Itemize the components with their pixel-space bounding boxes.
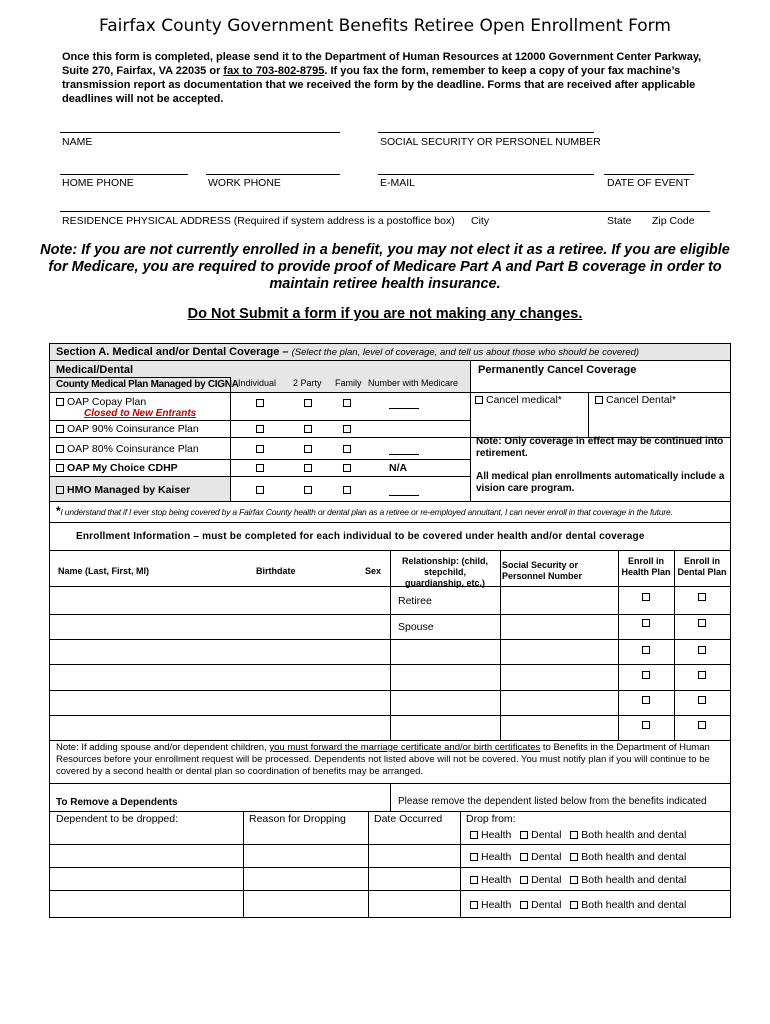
address-line[interactable] bbox=[60, 211, 710, 212]
col-birthdate: Birthdate bbox=[256, 566, 296, 576]
asterisk-note-text: I understand that if I ever stop being covered by a Fairfax County health or dental plan as a retiree or re-employed annuitant, I can never enroll in that coverage in the future. bbox=[60, 507, 673, 517]
checkbox-icon[interactable] bbox=[56, 398, 64, 406]
checkbox-individual[interactable] bbox=[256, 399, 264, 407]
name-label: NAME bbox=[62, 136, 93, 148]
drop-both: Both health and dental bbox=[581, 851, 687, 863]
work-phone-line[interactable] bbox=[206, 174, 340, 175]
benefits-table bbox=[49, 343, 731, 918]
plan-label: OAP My Choice CDHP bbox=[67, 462, 178, 474]
medicare-note: Note: If you are not currently enrolled in a benefit, you may not elect it as a retiree. If you are eligible for Medicare, you are required to provide proof of Medicare Part A and Part B coverage in order to maintain retiree health insurance. bbox=[40, 242, 730, 292]
address-label: RESIDENCE PHYSICAL ADDRESS (Required if system address is a postoffice box) bbox=[62, 215, 455, 227]
state-label: State bbox=[607, 215, 632, 227]
email-label: E-MAIL bbox=[380, 177, 416, 189]
drop-health: Health bbox=[481, 829, 512, 841]
drop-options-row bbox=[470, 899, 686, 911]
work-phone-label: WORK PHONE bbox=[208, 177, 281, 189]
checkbox-icon[interactable] bbox=[520, 831, 528, 839]
email-line[interactable] bbox=[378, 174, 594, 175]
checkbox-icon[interactable] bbox=[570, 876, 578, 884]
checkbox-2party[interactable] bbox=[304, 399, 312, 407]
intro-paragraph bbox=[62, 50, 722, 106]
checkbox-2party[interactable] bbox=[304, 464, 312, 472]
checkbox-dental[interactable] bbox=[698, 671, 706, 679]
do-not-submit-notice: Do Not Submit a form if you are not making any changes. bbox=[187, 306, 583, 322]
remove-instruction: Please remove the dependent listed below from the benefits indicated bbox=[398, 796, 707, 807]
asterisk-mark: * bbox=[56, 504, 61, 518]
checkbox-health[interactable] bbox=[642, 671, 650, 679]
plan-label: HMO Managed by Kaiser bbox=[67, 484, 191, 496]
checkbox-icon[interactable] bbox=[570, 853, 578, 861]
footnote-b: to Benefits in the Department of Human Resources before your enrollment request will be processed. Dependents not listed above will not be covered. You must notify plan if you will continue to be covered by a second health or dental plan so coordination of benefits may be arranged. bbox=[56, 742, 710, 777]
drop-both: Both health and dental bbox=[581, 899, 687, 911]
checkbox-dental[interactable] bbox=[698, 593, 706, 601]
plan-oap-90 bbox=[56, 423, 199, 435]
home-phone-line[interactable] bbox=[60, 174, 188, 175]
col-sex: Sex bbox=[365, 566, 382, 576]
checkbox-icon[interactable] bbox=[56, 464, 64, 472]
drop-dental: Dental bbox=[531, 899, 562, 911]
na-label: N/A bbox=[389, 462, 408, 474]
drop-options-row bbox=[470, 829, 686, 841]
plan-label: OAP 90% Coinsurance Plan bbox=[67, 423, 199, 435]
checkbox-health[interactable] bbox=[642, 619, 650, 627]
enrollment-footnote bbox=[56, 742, 726, 778]
checkbox-individual[interactable] bbox=[256, 445, 264, 453]
drop-options-row bbox=[470, 851, 686, 863]
plan-kaiser bbox=[56, 484, 190, 496]
checkbox-dental[interactable] bbox=[698, 721, 706, 729]
drop-dental: Dental bbox=[531, 851, 562, 863]
plan-label: OAP 80% Coinsurance Plan bbox=[67, 443, 199, 455]
checkbox-individual[interactable] bbox=[256, 486, 264, 494]
drop-health: Health bbox=[481, 899, 512, 911]
medicare-count-field[interactable] bbox=[389, 408, 419, 409]
plan-oap-80 bbox=[56, 443, 199, 455]
col-name: Name (Last, First, MI) bbox=[58, 566, 150, 576]
checkbox-2party[interactable] bbox=[304, 445, 312, 453]
checkbox-icon[interactable] bbox=[475, 396, 483, 404]
reason-dropping-label: Reason for Dropping bbox=[249, 813, 346, 825]
checkbox-icon[interactable] bbox=[470, 853, 478, 861]
ssn-label: SOCIAL SECURITY OR PERSONEL NUMBER bbox=[380, 136, 601, 148]
permanently-cancel-label: Permanently Cancel Coverage bbox=[478, 364, 637, 376]
home-phone-label: HOME PHONE bbox=[62, 177, 134, 189]
cancel-medical-label: Cancel medical* bbox=[486, 394, 562, 406]
checkbox-dental[interactable] bbox=[698, 646, 706, 654]
asterisk-note bbox=[56, 504, 673, 518]
form-title: Fairfax County Government Benefits Retiree Open Enrollment Form bbox=[99, 16, 671, 36]
col-ssn: Social Security or Personnel Number bbox=[502, 560, 583, 581]
name-line[interactable] bbox=[60, 132, 340, 133]
fax-link: fax to 703-802-8795 bbox=[223, 65, 325, 77]
checkbox-icon[interactable] bbox=[570, 831, 578, 839]
checkbox-icon[interactable] bbox=[570, 901, 578, 909]
col-family: Family bbox=[335, 378, 362, 388]
checkbox-icon[interactable] bbox=[520, 853, 528, 861]
drop-health: Health bbox=[481, 851, 512, 863]
checkbox-icon[interactable] bbox=[470, 876, 478, 884]
checkbox-2party[interactable] bbox=[304, 425, 312, 433]
row-spouse-label: Spouse bbox=[398, 621, 434, 633]
checkbox-2party[interactable] bbox=[304, 486, 312, 494]
drop-both: Both health and dental bbox=[581, 829, 687, 841]
date-of-event-label: DATE OF EVENT bbox=[607, 177, 690, 189]
checkbox-icon[interactable] bbox=[470, 901, 478, 909]
city-label: City bbox=[471, 215, 490, 227]
footnote-underline: you must forward the marriage certificate and/or birth certificates bbox=[269, 742, 541, 753]
remove-title: To Remove a Dependents bbox=[56, 797, 178, 808]
checkbox-icon[interactable] bbox=[56, 486, 64, 494]
row-retiree-label: Retiree bbox=[398, 595, 432, 607]
checkbox-individual[interactable] bbox=[256, 425, 264, 433]
checkbox-icon[interactable] bbox=[56, 425, 64, 433]
col-number-medicare: Number with Medicare bbox=[368, 378, 459, 388]
dependent-dropped-label: Dependent to be dropped: bbox=[56, 813, 179, 825]
drop-dental: Dental bbox=[531, 874, 562, 886]
closed-notice: Closed to New Entrants bbox=[84, 408, 197, 419]
intro-text-2: . If you fax the form, remember to keep a copy of your fax machine’s transmission report as documentation that we received the form by the deadline. Forms that are received after applicable deadlines will not be accepted. bbox=[62, 65, 696, 105]
medicare-count-field[interactable] bbox=[389, 454, 419, 455]
intro-text: Once this form is completed, please send it to the Department of Human Resources at 12000 Government Center Parkway, Suite 270, Fairfax, VA 22035 or bbox=[62, 51, 702, 77]
plan-oap-copay bbox=[56, 396, 146, 408]
drop-options-row bbox=[470, 874, 686, 886]
section-a-title-text: Section A. Medical and/or Dental Coverage – bbox=[56, 346, 289, 358]
checkbox-individual[interactable] bbox=[256, 464, 264, 472]
col-relationship: Relationship: (child, stepchild, guardianship, etc.) bbox=[401, 556, 488, 588]
col-enroll-health: Enroll in Health Plan bbox=[621, 556, 671, 577]
checkbox-icon[interactable] bbox=[470, 831, 478, 839]
section-a-subtitle: (Select the plan, level of coverage, and tell us about those who should be covered) bbox=[291, 347, 640, 358]
cancel-note: Note: Only coverage in effect may be continued into retirement. bbox=[476, 436, 724, 459]
checkbox-dental[interactable] bbox=[698, 696, 706, 704]
plan-label: OAP Copay Plan bbox=[67, 396, 147, 408]
checkbox-dental[interactable] bbox=[698, 619, 706, 627]
checkbox-family[interactable] bbox=[343, 486, 351, 494]
medical-dental-label: Medical/Dental bbox=[56, 364, 134, 376]
plan-my-choice bbox=[56, 462, 178, 474]
col-enroll-dental: Enroll in Dental Plan bbox=[677, 556, 727, 577]
checkbox-icon[interactable] bbox=[595, 396, 603, 404]
checkbox-family[interactable] bbox=[343, 464, 351, 472]
drop-from-label: Drop from: bbox=[466, 813, 516, 825]
enrollment-title: Enrollment Information – must be completed for each individual to be covered under health and/or dental coverage bbox=[76, 531, 645, 542]
vision-note: All medical plan enrollments automatically include a vision care program. bbox=[476, 471, 725, 494]
checkbox-health[interactable] bbox=[642, 646, 650, 654]
medicare-count-field[interactable] bbox=[389, 495, 419, 496]
checkbox-health[interactable] bbox=[642, 696, 650, 704]
checkbox-health[interactable] bbox=[642, 721, 650, 729]
checkbox-icon[interactable] bbox=[520, 876, 528, 884]
footnote-a: Note: If adding spouse and/or dependent children, bbox=[56, 742, 267, 753]
col-2-party: 2 Party bbox=[293, 378, 322, 388]
ssn-line[interactable] bbox=[378, 132, 594, 133]
section-a-title bbox=[56, 346, 639, 358]
checkbox-family[interactable] bbox=[343, 445, 351, 453]
date-occurred-label: Date Occurred bbox=[374, 813, 443, 825]
checkbox-family[interactable] bbox=[343, 399, 351, 407]
checkbox-health[interactable] bbox=[642, 593, 650, 601]
date-of-event-line[interactable] bbox=[604, 174, 694, 175]
zip-label: Zip Code bbox=[652, 215, 695, 227]
cancel-dental-label: Cancel Dental* bbox=[606, 394, 677, 406]
checkbox-family[interactable] bbox=[343, 425, 351, 433]
cancel-dental[interactable] bbox=[595, 394, 676, 406]
drop-health: Health bbox=[481, 874, 512, 886]
checkbox-icon[interactable] bbox=[56, 445, 64, 453]
checkbox-icon[interactable] bbox=[520, 901, 528, 909]
col-individual: Individual bbox=[238, 378, 277, 388]
cigna-label: County Medical Plan Managed by CIGNA bbox=[56, 379, 239, 390]
cancel-medical[interactable] bbox=[475, 394, 562, 406]
drop-dental: Dental bbox=[531, 829, 562, 841]
drop-both: Both health and dental bbox=[581, 874, 687, 886]
